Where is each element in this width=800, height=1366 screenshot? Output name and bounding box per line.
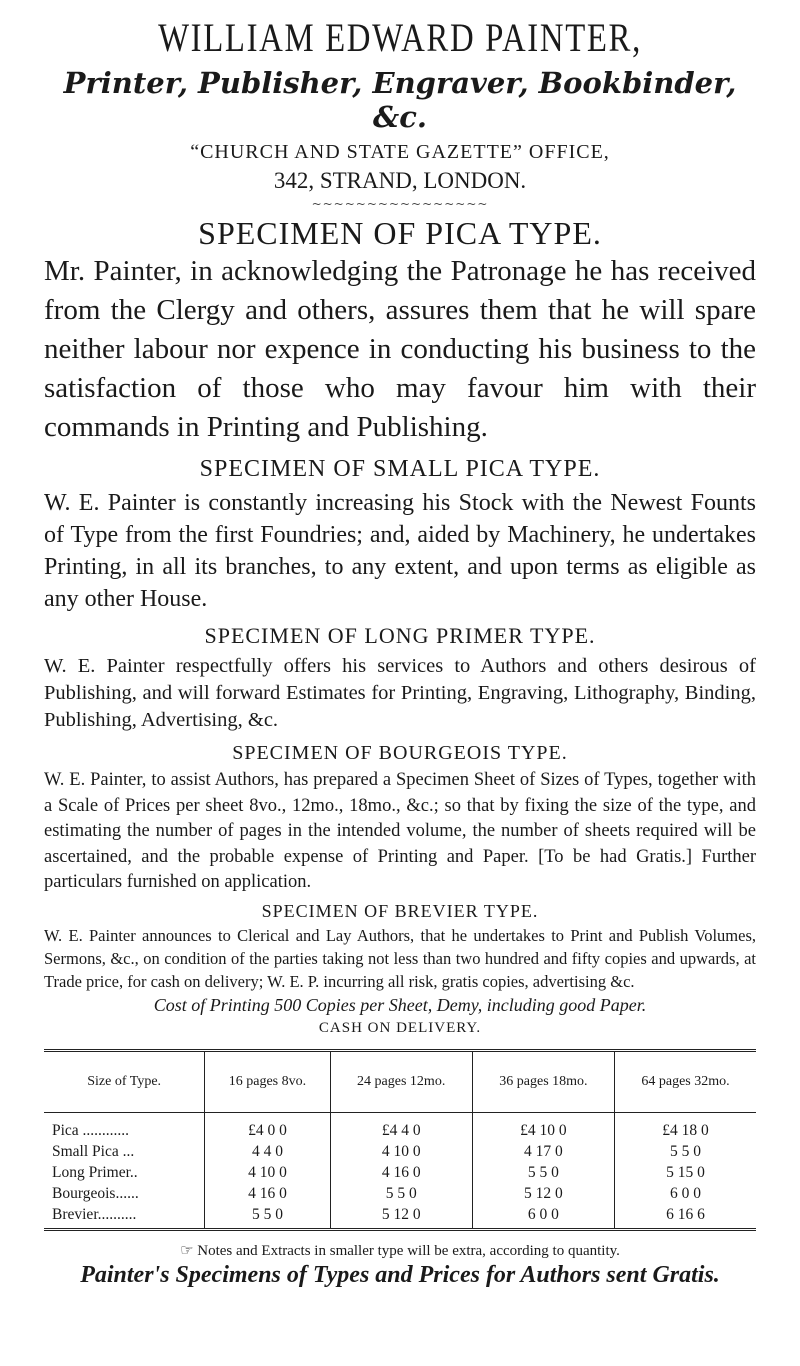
table-row: [44, 1184, 756, 1205]
cost-line: Cost of Printing 500 Copies per Sheet, Demy, including good Paper.: [153, 994, 647, 1015]
price-cell: 5 5 0: [615, 1142, 756, 1163]
price-cell: 4 16 0: [205, 1184, 330, 1205]
pica-paragraph: Mr. Painter, in acknowledging the Patronage he has received from the Clergy and others, assures them that he will spare neither labour nor expence in conducting his business to the satisfaction of those who may favour him with their commands in Printing and Publishing.: [44, 255, 756, 443]
price-cell: 4 16 0: [330, 1163, 472, 1184]
type-cell: Long Primer..: [52, 1164, 138, 1181]
type-cell: Bourgeois......: [52, 1185, 139, 1202]
table-row: [44, 1112, 756, 1142]
price-cell: £4 4 0: [330, 1112, 472, 1142]
letterhead: [44, 12, 756, 212]
price-cell: 6 0 0: [615, 1184, 756, 1205]
pica-heading: SPECIMEN OF PICA TYPE.: [198, 215, 602, 251]
brevier-paragraph: W. E. Painter announces to Clerical and Lay Authors, that he undertakes to Print and Publish Volumes, Sermons, &c., on condition of the parties taking not less than two hundred and fifty copies and upwards, at Trade price, for cash on delivery; W. E. P. incurring all risk, gratis copies, advertising &c.: [44, 925, 756, 991]
header-12mo: 24 pages 12mo.: [330, 1050, 472, 1112]
type-cell: Pica ............: [52, 1122, 130, 1139]
header-18mo: 36 pages 18mo.: [472, 1050, 614, 1112]
cash-line: CASH ON DELIVERY.: [318, 1019, 482, 1036]
bourgeois-paragraph: W. E. Painter, to assist Authors, has prepared a Specimen Sheet of Sizes of Types, together with a Scale of Prices per sheet 8vo., 12mo., 18mo., &c.; so that by fixing the size of the type, and estimating the number of pages in the intended volume, the number of sheets required will be ascertained, and the probable expense of Printing and Paper. [To be had Gratis.] Further particulars furnished on application.: [44, 770, 756, 892]
footer-line: Painter's Specimens of Types and Prices for Authors sent Gratis.: [80, 1261, 720, 1288]
price-cell: 5 12 0: [330, 1205, 472, 1230]
table-row: [44, 1142, 756, 1163]
price-cell: £4 0 0: [205, 1112, 330, 1142]
table-row: [44, 1205, 756, 1230]
extras-note: ☞ Notes and Extracts in smaller type will be extra, according to quantity.: [180, 1242, 620, 1259]
price-cell: 5 5 0: [472, 1163, 614, 1184]
office-line: “CHURCH AND STATE GAZETTE” OFFICE,: [190, 141, 610, 163]
brevier-heading: SPECIMEN OF BREVIER TYPE.: [261, 900, 539, 921]
price-table-header: [44, 1050, 756, 1112]
price-cell: 5 5 0: [205, 1205, 330, 1230]
type-cell: Small Pica ...: [52, 1143, 135, 1160]
header-8vo: 16 pages 8vo.: [205, 1050, 330, 1112]
long-primer-paragraph: W. E. Painter respectfully offers his services to Authors and others desirous of Publishing, and will forward Estimates for Printing, Engraving, Lithography, Binding, Publishing, Advertising, &c.: [44, 655, 756, 731]
price-cell: 5 15 0: [615, 1163, 756, 1184]
price-cell: 6 16 6: [615, 1205, 756, 1230]
small-pica-heading: SPECIMEN OF SMALL PICA TYPE.: [199, 456, 601, 482]
table-row: [44, 1163, 756, 1184]
price-cell: 4 10 0: [330, 1142, 472, 1163]
trades-line: Printer, Publisher, Engraver, Bookbinder, &c.: [63, 66, 737, 134]
address-line: 342, STRAND, LONDON.: [273, 168, 527, 193]
price-cell: 5 12 0: [472, 1184, 614, 1205]
price-cell: £4 10 0: [472, 1112, 614, 1142]
price-cell: 5 5 0: [330, 1184, 472, 1205]
price-cell: 4 17 0: [472, 1142, 614, 1163]
header-size: Size of Type.: [44, 1050, 205, 1112]
bourgeois-heading: SPECIMEN OF BOURGEOIS TYPE.: [232, 742, 568, 764]
price-cell: 4 4 0: [205, 1142, 330, 1163]
price-cell: 4 10 0: [205, 1163, 330, 1184]
small-pica-paragraph: W. E. Painter is constantly increasing his Stock with the Newest Founts of Type from the first Foundries; and, aided by Machinery, he undertakes Printing, in all its branches, to any extent, and upon terms as eligible as any other House.: [44, 490, 756, 612]
header-32mo: 64 pages 32mo.: [615, 1050, 756, 1112]
price-table: [44, 1049, 756, 1231]
price-cell: £4 18 0: [615, 1112, 756, 1142]
price-cell: 6 0 0: [472, 1205, 614, 1230]
long-primer-heading: SPECIMEN OF LONG PRIMER TYPE.: [204, 623, 596, 648]
type-cell: Brevier..........: [44, 1205, 205, 1230]
ornamental-rule: ~~~~~~~~~~~~~~~~: [311, 197, 489, 211]
printer-name: WILLIAM EDWARD PAINTER,: [158, 15, 642, 60]
